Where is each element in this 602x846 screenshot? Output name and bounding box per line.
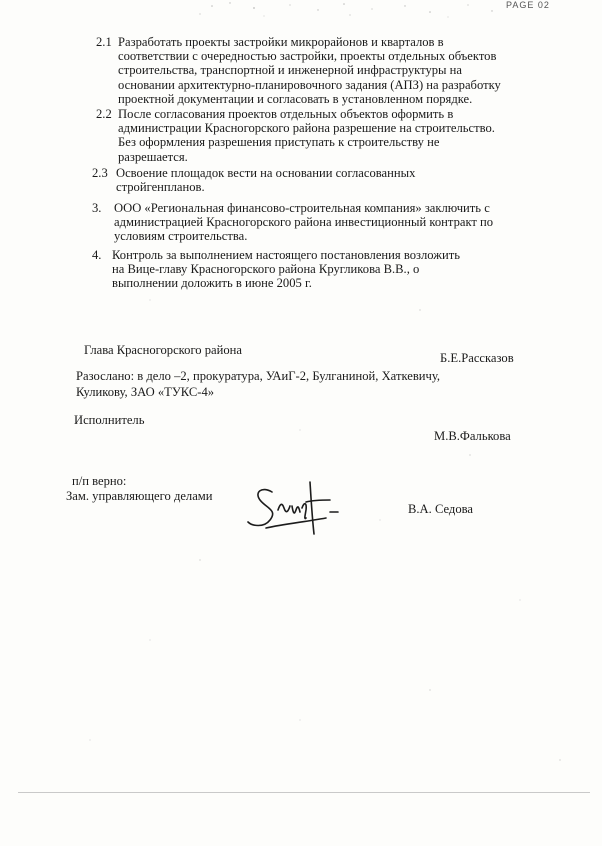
list-item bbox=[114, 201, 558, 244]
item-number: 2.2 bbox=[96, 107, 112, 121]
head-title: Глава Красногорского района bbox=[84, 343, 242, 357]
item-line: строительства, транспортной и инженерной инфраструктуры на bbox=[118, 63, 462, 78]
item-number: 2.1 bbox=[96, 35, 112, 49]
item-line: основании архитектурно-планировочного задания (АПЗ) на разработку bbox=[118, 77, 501, 92]
item-line: разрешается. bbox=[118, 149, 188, 164]
executor-name: М.В.Фалькова bbox=[434, 429, 511, 443]
item-line: Без оформления разрешения приступать к строительству не bbox=[118, 135, 440, 150]
executor-label: Исполнитель bbox=[74, 413, 145, 427]
item-line: проектной документации и согласовать в установленном порядке. bbox=[118, 91, 473, 106]
item-number: 4. bbox=[92, 248, 102, 262]
item-line: После согласования проектов отдельных объектов оформить в bbox=[118, 107, 454, 121]
handwritten-signature bbox=[244, 478, 354, 540]
deputy-position: Зам. управляющего делами bbox=[66, 489, 213, 503]
item-line: выполнении доложить в июне 2005 г. bbox=[112, 276, 312, 291]
page-number: PAGE 02 bbox=[506, 0, 550, 10]
item-line: стройгенпланов. bbox=[116, 180, 205, 195]
item-line: условиям строительства. bbox=[114, 229, 248, 244]
item-line: администрации Красногорского района разрешение на строительство. bbox=[118, 121, 495, 136]
item-line: администрацией Красногорского района инвестиционный контракт по bbox=[114, 215, 494, 230]
head-name: Б.Е.Рассказов bbox=[440, 351, 514, 365]
item-number: 3. bbox=[92, 201, 102, 215]
distribution-line: Куликову, ЗАО «ТУКС-4» bbox=[76, 385, 215, 399]
item-line: соответствии с очередностью застройки, проекты отдельных объектов bbox=[118, 49, 497, 64]
distribution-line: Разослано: в дело –2, прокуратура, УАиГ-2, Булганиной, Хаткевичу, bbox=[76, 369, 441, 383]
item-line: ООО «Региональная финансово-строительная компания» заключить с bbox=[114, 201, 490, 215]
list-item bbox=[118, 35, 562, 106]
distribution-list bbox=[76, 368, 542, 400]
item-line: на Вице-главу Красногорского района Кругликова В.В., о bbox=[112, 262, 420, 277]
list-item bbox=[116, 166, 560, 194]
item-line: Контроль за выполнением настоящего постановления возложить bbox=[112, 248, 460, 262]
list-item bbox=[112, 248, 548, 291]
item-line: Освоение площадок вести на основании согласованных bbox=[116, 166, 416, 180]
item-line: Разработать проекты застройки микрорайонов и кварталов в bbox=[118, 35, 444, 49]
scan-edge bbox=[18, 792, 590, 793]
deputy-name: В.А. Седова bbox=[408, 502, 473, 516]
item-number: 2.3 bbox=[92, 166, 108, 180]
list-item bbox=[118, 107, 562, 164]
true-copy-note: п/п верно: bbox=[72, 474, 127, 488]
